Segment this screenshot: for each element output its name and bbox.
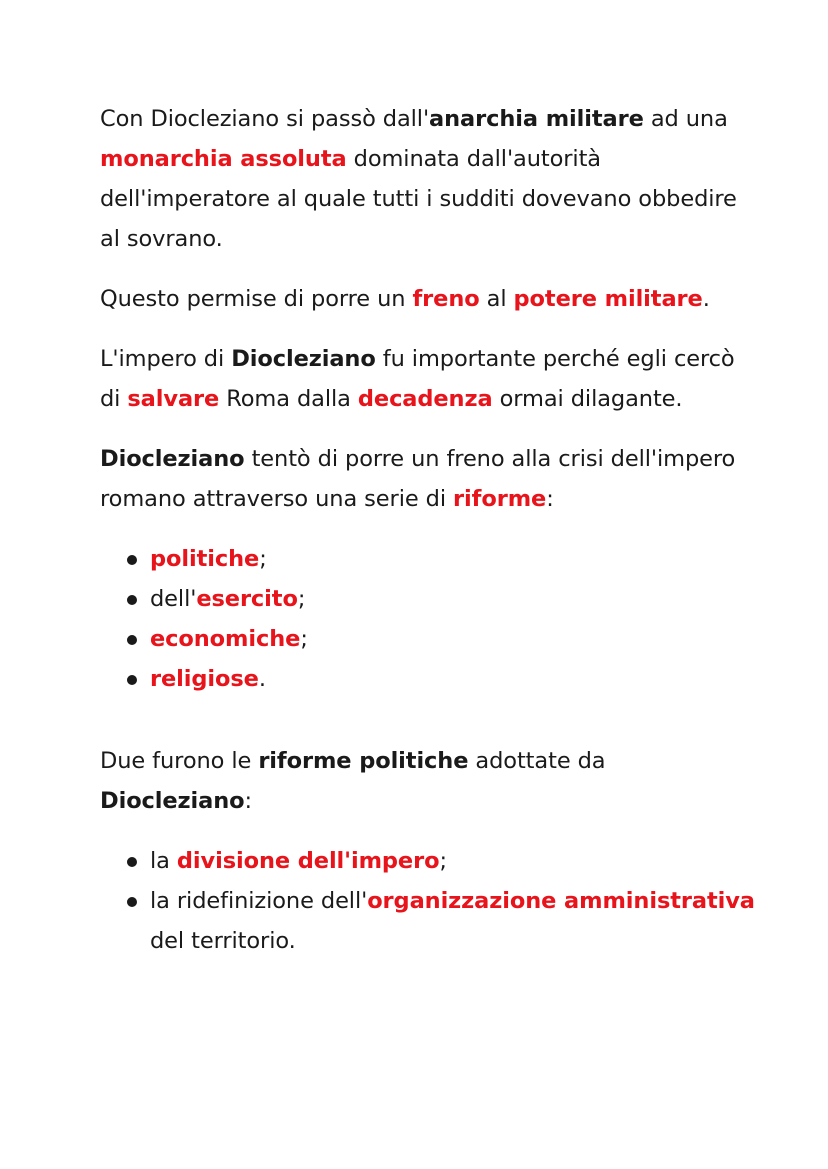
bold-term: Diocleziano xyxy=(100,788,245,814)
paragraph-impero xyxy=(100,339,760,419)
paragraph-riforme xyxy=(100,439,760,519)
highlight-term: economiche xyxy=(150,626,301,652)
text-segment: . xyxy=(702,286,710,312)
paragraph-freno xyxy=(100,279,760,319)
highlight-term: esercito xyxy=(196,586,298,612)
highlight-term: religiose xyxy=(150,666,259,692)
highlight-term: organizzazione amministrativa xyxy=(367,888,755,914)
highlight-term: divisione dell'impero xyxy=(176,848,440,874)
list-item: la divisione dell'impero; xyxy=(150,841,760,881)
text-segment: Questo permise di porre un xyxy=(100,286,413,312)
highlight-term: decadenza xyxy=(357,386,493,412)
text-segment: : xyxy=(244,788,253,814)
bold-term: Diocleziano xyxy=(100,446,245,472)
text-segment: Con Diocleziano si passò dall' xyxy=(100,106,430,132)
list-item: economiche; xyxy=(150,619,760,659)
list-item: religiose. xyxy=(150,659,760,699)
text-segment: Roma dalla xyxy=(219,386,358,412)
highlight-term: politiche xyxy=(150,546,260,572)
text-segment: fu importante perché egli cercò di xyxy=(100,346,735,412)
text-segment: al xyxy=(479,286,514,312)
text-segment: L'impero di xyxy=(100,346,232,372)
list-item: politiche; xyxy=(150,539,760,579)
bold-term: Diocleziano xyxy=(231,346,376,372)
paragraph-riforme-politiche xyxy=(100,741,760,821)
highlight-term: monarchia assoluta xyxy=(100,146,347,172)
text-segment: : xyxy=(546,486,554,512)
list-item: dell'esercito; xyxy=(150,579,760,619)
text-segment: ormai dilagante. xyxy=(492,386,683,412)
paragraph-anarchia xyxy=(100,99,760,259)
highlight-term: salvare xyxy=(127,386,220,412)
riforme-list xyxy=(100,539,760,699)
highlight-term: potere militare xyxy=(513,286,703,312)
highlight-term: riforme xyxy=(453,486,547,512)
riforme-politiche-list xyxy=(100,841,760,961)
text-segment: tentò di porre un freno alla crisi dell'impero romano attraverso una serie di xyxy=(100,446,736,512)
text-segment: dominata dall'autorità dell'imperatore al quale tutti i sudditi dovevano obbedire al sovrano. xyxy=(100,146,737,252)
text-segment: adottate da xyxy=(468,748,606,774)
text-segment: Due furono le xyxy=(100,748,259,774)
bold-term: riforme politiche xyxy=(258,748,469,774)
highlight-term: freno xyxy=(412,286,480,312)
list-item: la ridefinizione dell'organizzazione amministrativa del territorio. xyxy=(150,881,760,961)
document-page xyxy=(100,99,760,961)
bold-term: anarchia militare xyxy=(429,106,644,132)
text-segment: ad una xyxy=(643,106,728,132)
